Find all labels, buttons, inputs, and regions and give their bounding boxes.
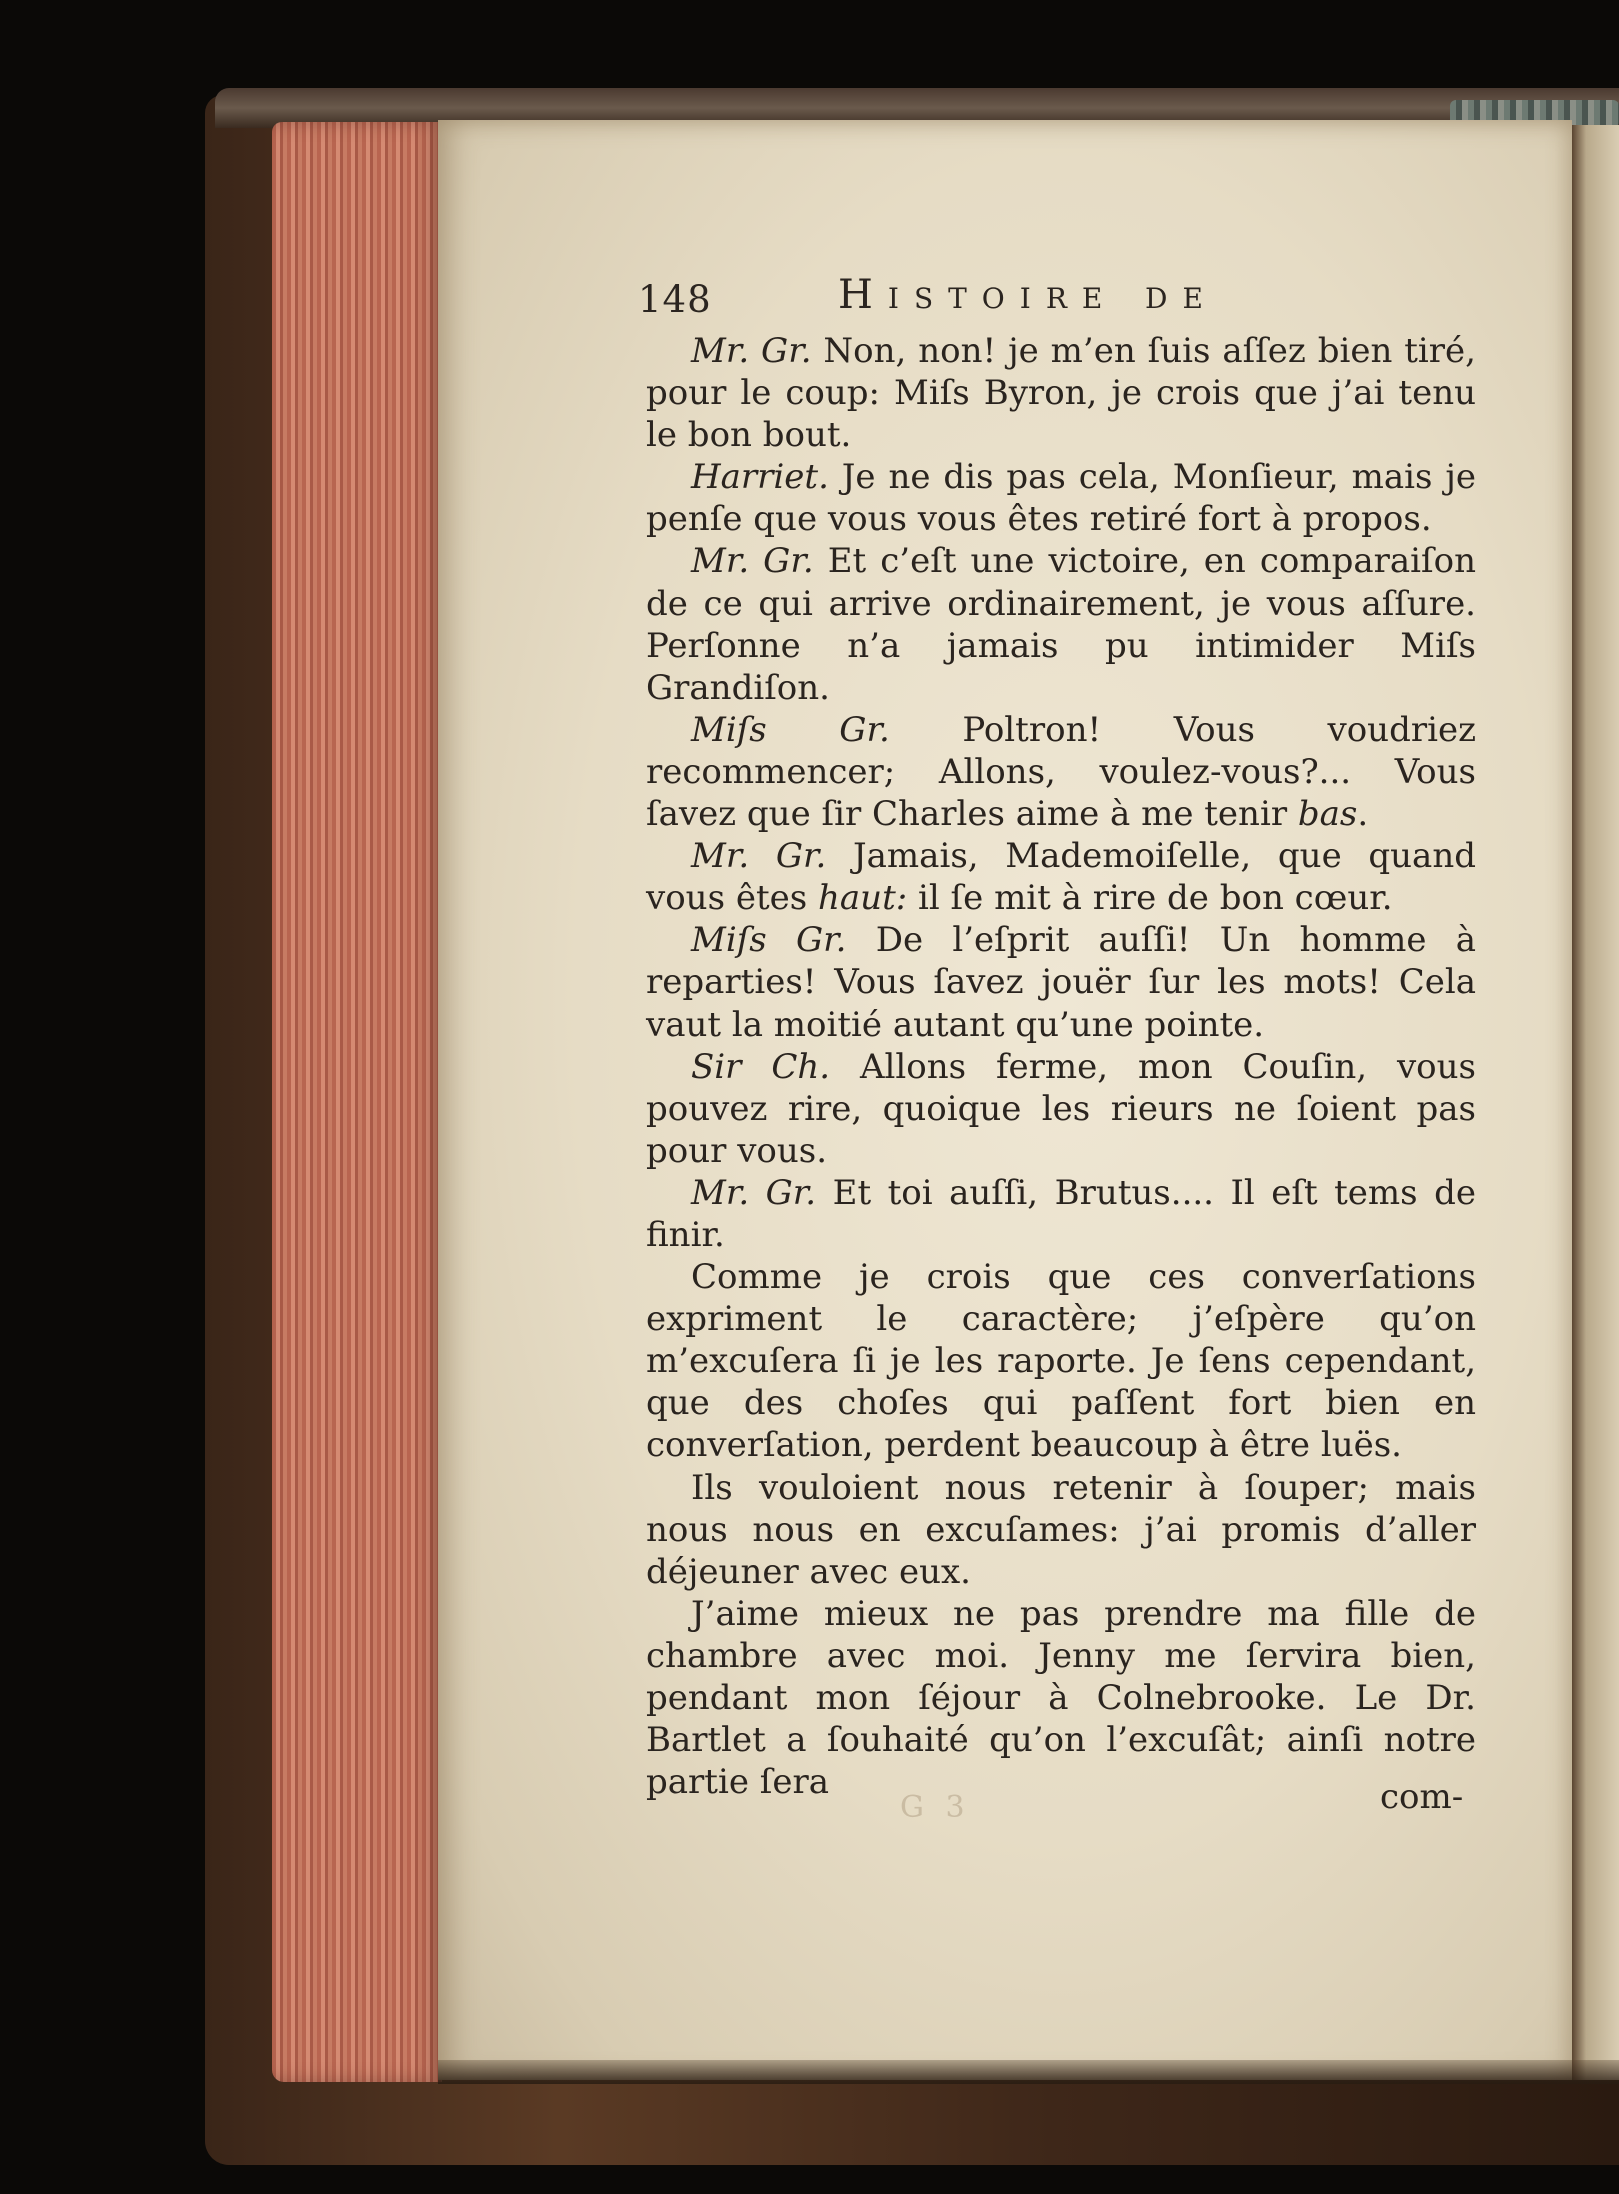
speaker-name: Miſs Gr. (691, 920, 847, 961)
paragraph (646, 540, 1476, 708)
paragraph-text: Ils vouloient nous retenir à ſouper; mais nous nous en excuſames: j’ai promis d’aller déjeuner avec eux. (646, 1467, 1476, 1592)
paragraph (646, 1046, 1476, 1172)
paragraph-text: Et toi auſſi, Brutus.... Il eſt tems de finir. (646, 1172, 1476, 1255)
speaker-name: Harriet. (691, 457, 829, 498)
running-head (638, 272, 1478, 324)
speaker-name: Mr. Gr. (691, 541, 814, 582)
italic-word: haut: (818, 878, 908, 919)
speaker-name: Mr. Gr. (691, 331, 812, 371)
paragraph (646, 919, 1476, 1045)
paragraph-text: J’aime mieux ne pas prendre ma fille de chambre avec moi. Jenny me ſervira bien, pendant mon ſéjour à Colnebrooke. Le Dr. Bartlet a ſouhaité qu’on l’excuſât; ainſi notre partie ſera (646, 1593, 1476, 1803)
paragraph (646, 1172, 1476, 1256)
paragraph (646, 330, 1476, 456)
page-edges (272, 122, 442, 2082)
running-title: Histoire de (838, 272, 1218, 318)
page-bottom-shadow (438, 2060, 1619, 2084)
speaker-name: Mr. Gr. (691, 836, 827, 877)
paragraph (646, 835, 1476, 919)
paragraph (646, 1467, 1476, 1593)
paragraph-text: Comme je crois que ces converſations expriment le caractère; j’eſpère qu’on m’excuſera ſi je les raporte. Je ſens cependant, que des choſes qui paſſent fort bien en converſation, perdent beaucoup à être luës. (646, 1257, 1476, 1466)
paragraph-text-tail: il ſe mit à rire de bon cœur. (907, 878, 1393, 919)
catchword: com- (1380, 1777, 1464, 1817)
speaker-name: Miſs Gr. (691, 709, 890, 750)
paragraph-text: Allons ferme, mon Couſin, vous pouvez rire, quoique les rieurs ne ſoient pas pour vous. (646, 1046, 1476, 1171)
paragraph (646, 1256, 1476, 1466)
paragraph (646, 1593, 1476, 1803)
paragraph-text-tail: . (1357, 794, 1369, 835)
italic-word: bas (1297, 794, 1358, 835)
paragraph-text: Et c’eſt une victoire, en comparaiſon de ce qui arrive ordinairement, je vous aſſure. Perſonne n’a jamais pu intimider Miſs Grandiſon. (646, 541, 1476, 708)
text-block (646, 330, 1476, 1803)
paragraph-text: De l’eſprit auſſi! Un homme à reparties! Vous ſavez jouër ſur les mots! Cela vaut la moitié autant qu’une pointe. (646, 920, 1476, 1045)
facing-page (1572, 125, 1619, 2080)
signature-mark: G 3 (900, 1790, 971, 1825)
paragraph (646, 456, 1476, 540)
paragraph-text: Poltron! Vous voudriez recommencer; Allons, voulez-vous?... Vous ſavez que ſir Charles aime à me tenir (646, 709, 1477, 835)
paragraph (646, 709, 1476, 835)
speaker-name: Sir Ch. (691, 1046, 831, 1087)
paragraph-text: Je ne dis pas cela, Monſieur, mais je penſe que vous vous êtes retiré fort à propos. (646, 457, 1476, 540)
page-number: 148 (638, 278, 712, 321)
paragraph-text: Non, non! je m’en ſuis aſſez bien tiré, pour le coup: Miſs Byron, je crois que j’ai tenu le bon bout. (646, 331, 1476, 456)
paragraph-text: Jamais, Mademoiſelle, que quand vous êtes (646, 836, 1476, 919)
speaker-name: Mr. Gr. (691, 1172, 817, 1213)
